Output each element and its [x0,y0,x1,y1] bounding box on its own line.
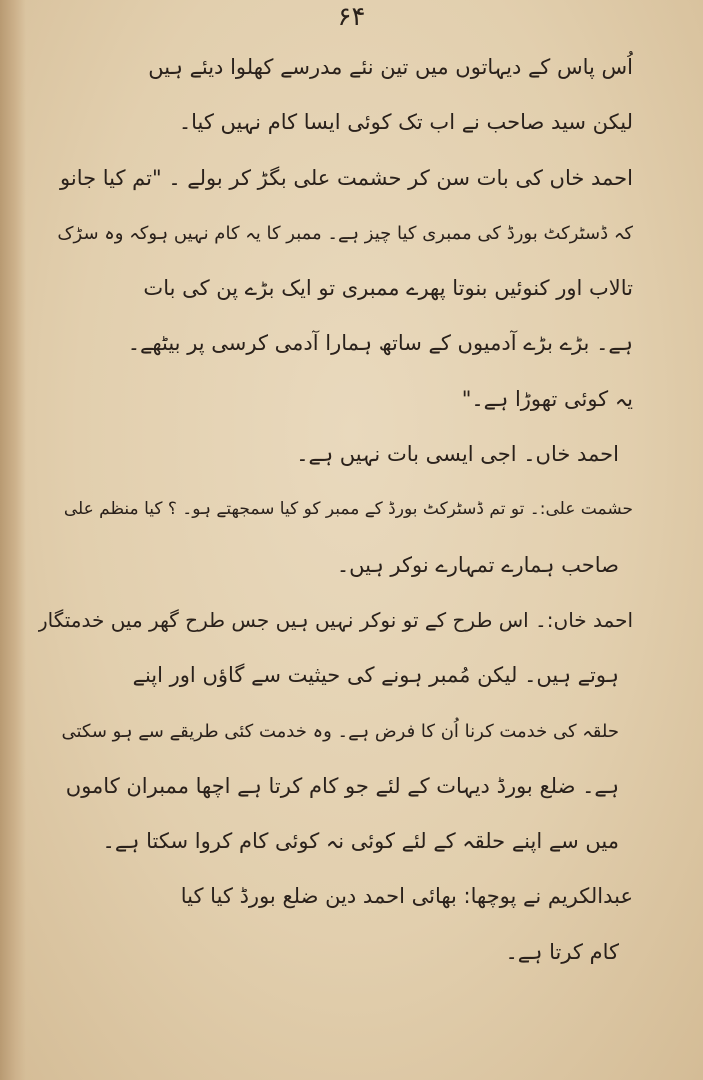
text-line: احمد خاں۔ اجی ایسی بات نہیں ہے۔ [296,442,619,467]
text-line: ہے۔ بڑے بڑے آدمیوں کے ساتھ ہمارا آدمی کرسی پر بیٹھے۔ [127,331,633,356]
text-line: ہوتے ہیں۔ لیکن مُمبر ہونے کی حیثیت سے گاؤں اور اپنے [132,663,619,688]
text-line: ہے۔ ضلع بورڈ دیہات کے لئے جو کام کرتا ہے اچھا ممبران کاموں [65,773,619,798]
text-line: یہ کوئی تھوڑا ہے۔" [461,386,633,411]
text-line: صاحب ہمارے تمہارے نوکر ہیں۔ [336,552,619,577]
text-line: لیکن سید صاحب نے اب تک کوئی ایسا کام نہیں کیا۔ [178,110,633,135]
text-line: حشمت علی:۔ تو تم ڈسٹرکٹ بورڈ کے ممبر کو کیا سمجھتے ہو۔ ؟ کیا منظم علی [63,499,633,520]
text-line: احمد خاں:۔ اس طرح کے تو نوکر نہیں ہیں جس طرح گھر میں خدمتگار [38,607,633,632]
text-line: کام کرتا ہے۔ [505,939,619,964]
page-number: ۶۴ [337,2,366,32]
text-line: احمد خاں کی بات سن کر حشمت علی بگڑ کر بولے ۔ "تم کیا جانو [60,165,633,190]
text-line: تالاب اور کنوئیں بنوتا پھرے ممبری تو ایک بڑے پن کی بات [143,276,633,301]
text-line: کہ ڈسٹرکٹ بورڈ کی ممبری کیا چیز ہے۔ ممبر کا یہ کام نہیں ہوکہ وہ سڑک [57,222,633,244]
text-line: حلقہ کی خدمت کرنا اُن کا فرض ہے۔ وہ خدمت کئی طریقے سے ہو سکتی [61,720,619,742]
page-body-text [38,40,633,980]
page-binding-shadow [0,0,26,1080]
text-line: اُس پاس کے دیہاتوں میں تین نئے مدرسے کھلوا دیئے ہیں [148,55,633,79]
text-line: میں سے اپنے حلقہ کے لئے کوئی نہ کوئی کام کروا سکتا ہے۔ [102,829,619,854]
text-line: عبدالکریم نے پوچھا: بھائی احمد دین ضلع بورڈ کیا کیا [180,884,633,909]
